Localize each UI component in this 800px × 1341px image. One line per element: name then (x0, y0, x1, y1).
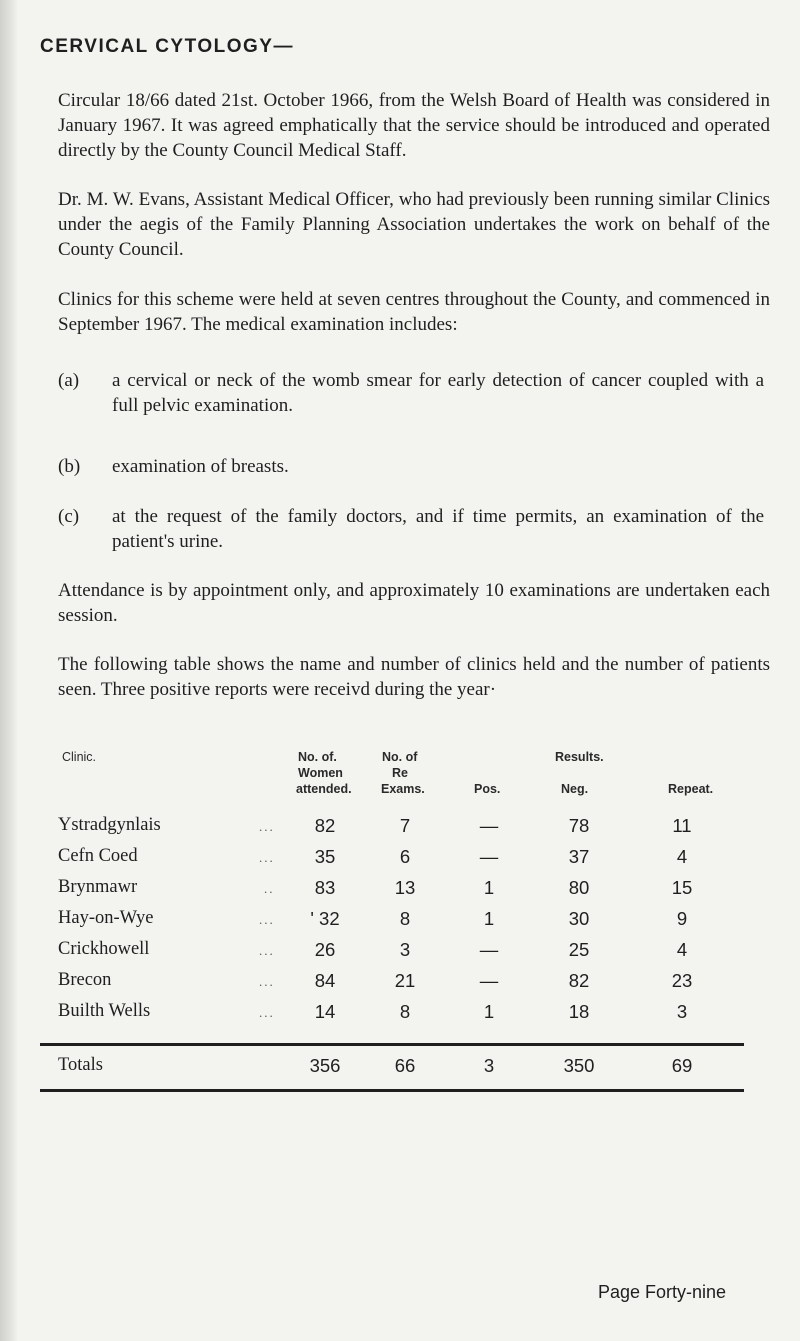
header-results: Results. (555, 750, 604, 764)
re-exams: 21 (394, 970, 416, 991)
header-women-l2: Women (298, 766, 343, 780)
clinic-name: Builth Wells (58, 1001, 151, 1021)
list-item-text: a cervical or neck of the womb smear for early detection of cancer coupled with a full pelvic examination. (112, 370, 764, 416)
list-item-label: (b) (58, 456, 81, 477)
table-row (0, 939, 800, 969)
total-neg: 350 (563, 1055, 595, 1076)
result-repeat: 23 (671, 970, 693, 991)
result-pos: 1 (483, 1001, 495, 1022)
header-neg: Neg. (561, 782, 589, 796)
result-pos: — (479, 846, 499, 867)
clinic-name: Ystradgynlais (58, 815, 161, 835)
totals-bottom-rule (40, 1089, 744, 1092)
leader-dots: ... (259, 850, 275, 865)
result-repeat: 3 (676, 1001, 688, 1022)
women-attended: 26 (314, 939, 336, 960)
women-attended: 82 (314, 815, 336, 836)
list-item-text: examination of breasts. (112, 456, 289, 477)
header-women-l1: No. of. (298, 750, 337, 764)
leader-dots: .. (264, 881, 275, 896)
paragraph-table-intro: The following table shows the name and number of clinics held and the number of patients seen. Three positive reports were receivd during the year· (58, 654, 770, 700)
totals-top-rule (40, 1043, 744, 1046)
total-women: 356 (309, 1055, 341, 1076)
section-heading: CERVICAL CYTOLOGY— (40, 36, 294, 57)
header-repeat: Repeat. (668, 782, 714, 796)
result-repeat: 9 (676, 908, 688, 929)
result-repeat: 11 (672, 815, 692, 836)
re-exams: 3 (399, 939, 411, 960)
clinic-name: Crickhowell (58, 939, 150, 959)
result-neg: 78 (568, 815, 590, 836)
table-row (0, 815, 800, 845)
list-item-label: (c) (58, 506, 80, 527)
re-exams: 8 (399, 908, 411, 929)
leader-dots: ... (259, 1005, 275, 1020)
totals-row (0, 1055, 800, 1085)
result-neg: 82 (568, 970, 590, 991)
total-repeat: 69 (671, 1055, 693, 1076)
header-exams-l2: Re (392, 766, 408, 780)
table-row (0, 846, 800, 876)
result-repeat: 15 (671, 877, 693, 898)
header-pos: Pos. (474, 782, 501, 796)
result-neg: 25 (568, 939, 590, 960)
re-exams: 6 (399, 846, 411, 867)
leader-dots: ... (259, 912, 275, 927)
re-exams: 8 (399, 1001, 411, 1022)
result-pos: 1 (483, 877, 495, 898)
result-pos: 1 (483, 908, 495, 929)
table-row (0, 1001, 800, 1031)
total-pos: 3 (483, 1055, 495, 1076)
clinic-name: Hay-on-Wye (58, 908, 154, 928)
clinic-name: Brecon (58, 970, 112, 990)
clinic-name: Cefn Coed (58, 846, 138, 866)
header-exams-l3: Exams. (381, 782, 425, 796)
table-row (0, 908, 800, 938)
header-women-l3: attended. (296, 782, 352, 796)
result-pos: — (479, 970, 499, 991)
women-attended: 14 (314, 1001, 336, 1022)
leader-dots: ... (259, 943, 275, 958)
women-attended: ' 32 (310, 908, 340, 929)
leader-dots: ... (259, 974, 275, 989)
women-attended: 35 (314, 846, 336, 867)
clinic-name: Brynmawr (58, 877, 138, 897)
result-repeat: 4 (676, 846, 688, 867)
women-attended: 83 (314, 877, 336, 898)
result-neg: 37 (568, 846, 590, 867)
result-repeat: 4 (676, 939, 688, 960)
header-exams-l1: No. of (382, 750, 418, 764)
paragraph-attendance: Attendance is by appointment only, and approximately 10 examinations are undertaken each session. (58, 580, 770, 626)
result-neg: 30 (568, 908, 590, 929)
re-exams: 13 (394, 877, 416, 898)
result-pos: — (479, 939, 499, 960)
totals-label: Totals (58, 1055, 103, 1075)
result-neg: 80 (568, 877, 590, 898)
page-number: Page Forty-nine (598, 1282, 727, 1302)
header-clinic: Clinic. (62, 750, 97, 764)
result-neg: 18 (568, 1001, 590, 1022)
re-exams: 7 (399, 815, 411, 836)
table-row (0, 970, 800, 1000)
paragraph-circular: Circular 18/66 dated 21st. October 1966, from the Welsh Board of Health was considered in January 1967. It was agreed emphatically that the service should be introduced and operated directly by the County Council Medical Staff. (58, 90, 770, 161)
leader-dots: ... (259, 819, 275, 834)
list-item-label: (a) (58, 370, 80, 391)
paragraph-dr-evans: Dr. M. W. Evans, Assistant Medical Officer, who had previously been running similar Clinics under the aegis of the Family Planning Association undertakes the work on behalf of the County Council. (58, 189, 770, 260)
result-pos: — (479, 815, 499, 836)
table-row (0, 877, 800, 907)
paragraph-clinics: Clinics for this scheme were held at seven centres throughout the County, and commenced in September 1967. The medical examination includes: (58, 289, 770, 335)
total-exams: 66 (394, 1055, 416, 1076)
list-item-text: at the request of the family doctors, and if time permits, an examination of the patient's urine. (112, 506, 764, 552)
women-attended: 84 (314, 970, 336, 991)
